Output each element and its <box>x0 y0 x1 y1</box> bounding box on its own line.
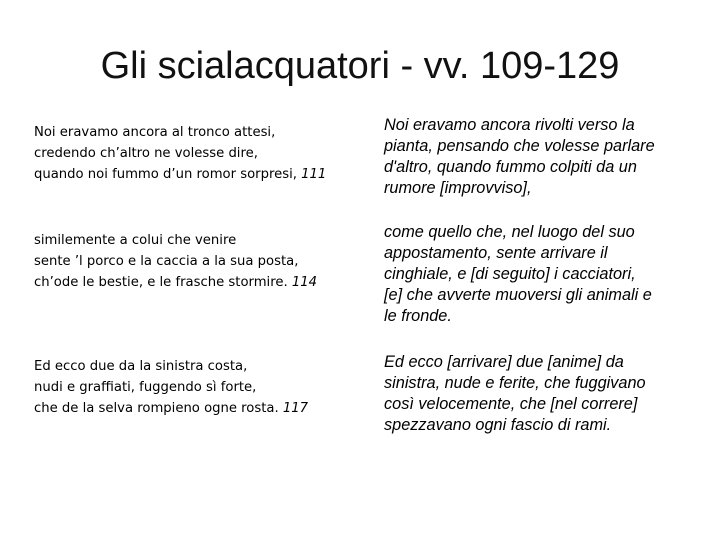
paraphrase-line: così velocemente, che [nel correre] <box>384 395 638 413</box>
stanza-3 <box>34 356 374 419</box>
verse-line <box>34 272 374 293</box>
stanza-1 <box>34 122 374 185</box>
paraphrase-line: cinghiale, e [di seguito] i cacciatori, <box>384 265 636 283</box>
verse-line <box>34 398 374 419</box>
paraphrase-line: spezzavano ogni fascio di rami. <box>384 416 612 434</box>
verse-line: Noi eravamo ancora al tronco attesi, <box>34 125 276 140</box>
verse-number: 111 <box>301 167 327 182</box>
verse-number: 114 <box>291 275 318 290</box>
paraphrase-1 <box>384 115 694 199</box>
paraphrase-line: rumore [improvviso], <box>384 179 532 197</box>
paraphrase-line: come quello che, nel luogo del suo <box>384 223 635 241</box>
verse-line <box>34 164 374 185</box>
verse-line: credendo ch’altro ne volesse dire, <box>34 146 258 161</box>
page-title: Gli scialacquatori - vv. 109-129 <box>100 45 620 87</box>
stanza-2 <box>34 230 374 293</box>
paraphrase-line: [e] che avverte muoversi gli animali e <box>384 286 652 304</box>
paraphrase-line: Ed ecco [arrivare] due [anime] da <box>384 353 624 371</box>
paraphrase-line: appostamento, sente arrivare il <box>384 244 608 262</box>
paraphrase-3 <box>384 352 694 436</box>
paraphrase-line: sinistra, nude e ferite, che fuggivano <box>384 374 646 392</box>
verse-line: similemente a colui che venire <box>34 233 237 248</box>
verse-number: 117 <box>282 401 309 416</box>
verse-text: quando noi fummo d’un romor sorpresi, <box>34 167 297 182</box>
paraphrase-line: le fronde. <box>384 307 452 325</box>
verse-line: sente ’l porco e la caccia a la sua posta, <box>34 254 299 269</box>
paraphrase-line: pianta, pensando che volesse parlare <box>384 137 655 155</box>
paraphrase-2 <box>384 222 694 327</box>
verse-text: che de la selva rompieno ogne rosta. <box>34 401 279 416</box>
verse-line: Ed ecco due da la sinistra costa, <box>34 359 248 374</box>
paraphrase-line: Noi eravamo ancora rivolti verso la <box>384 116 635 134</box>
verse-text: ch’ode le bestie, e le frasche stormire. <box>34 275 288 290</box>
paraphrase-line: d'altro, quando fummo colpiti da un <box>384 158 637 176</box>
verse-line: nudi e graffiati, fuggendo sì forte, <box>34 380 257 395</box>
